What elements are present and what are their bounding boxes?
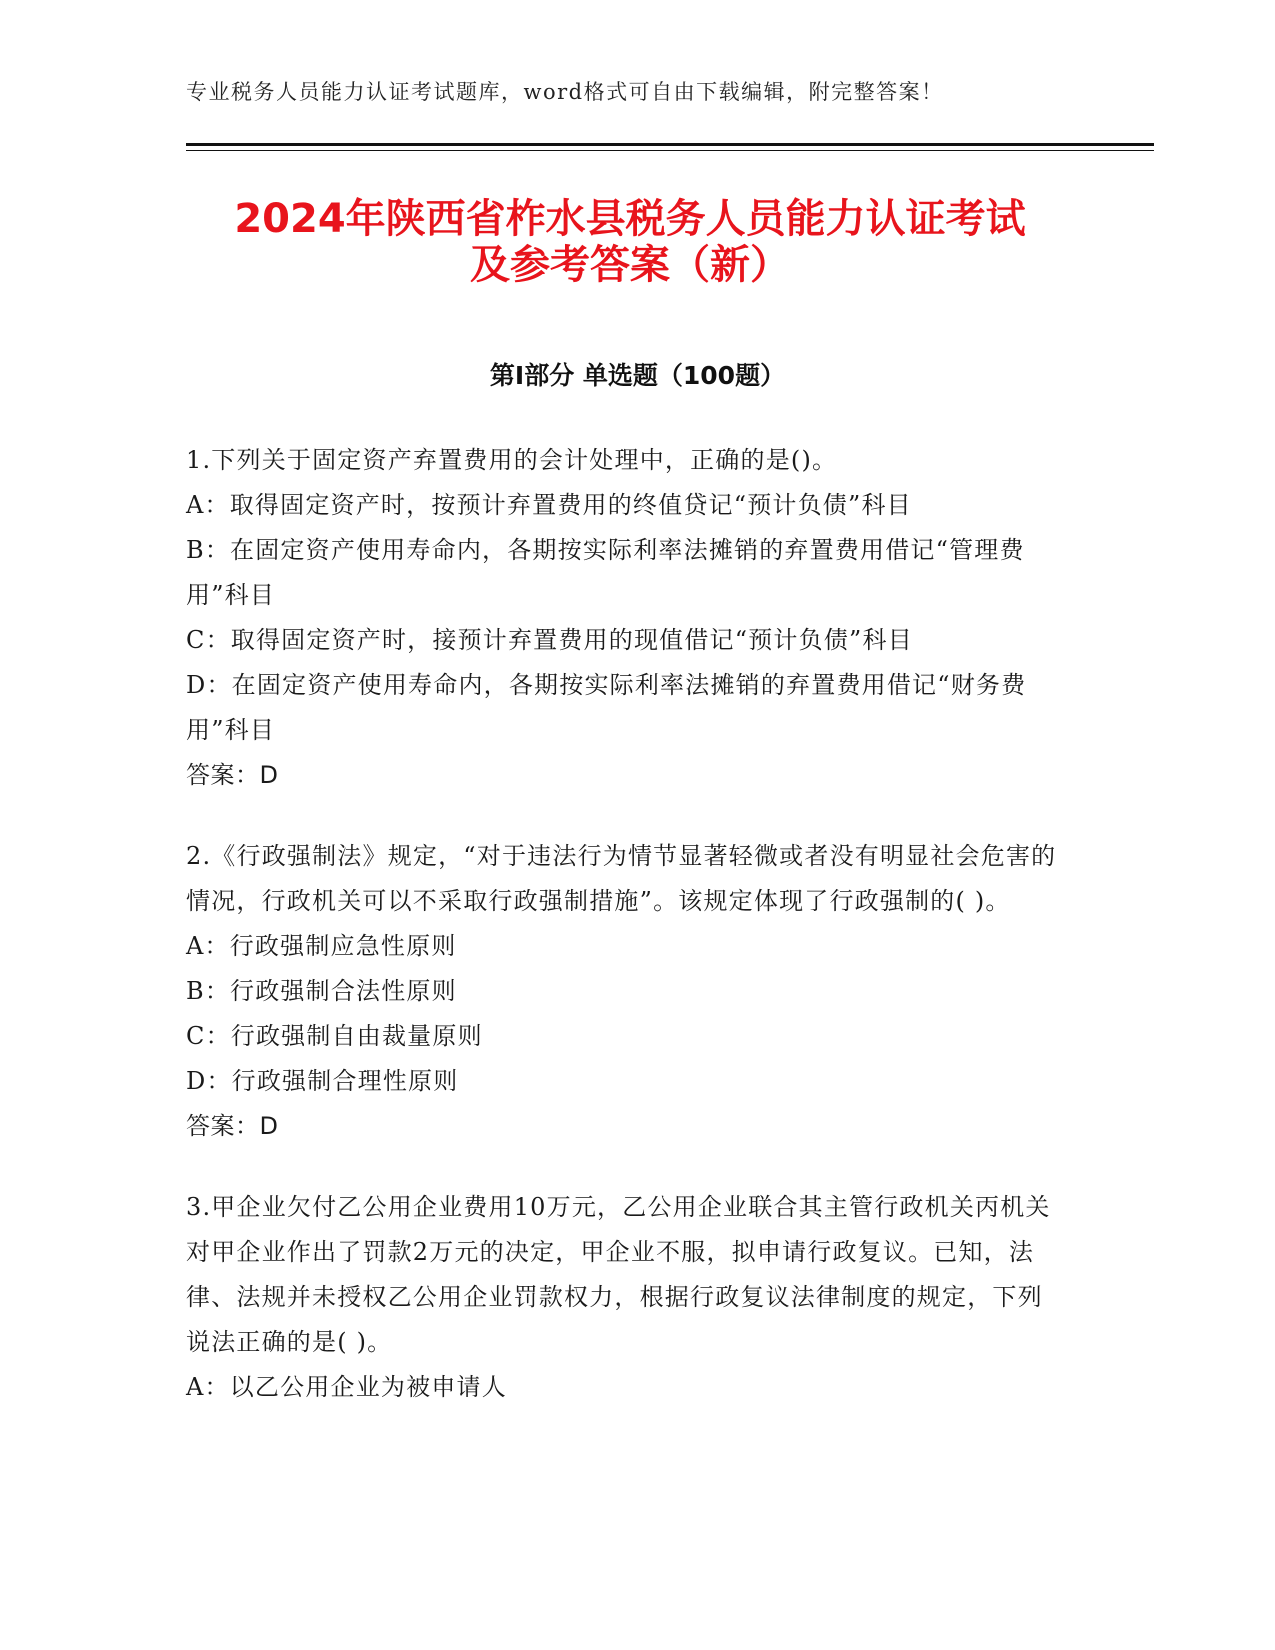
document-title — [160, 196, 1100, 288]
question-stem: 1.下列关于固定资产弃置费用的会计处理中，正确的是()。 — [186, 446, 838, 474]
question-stem: 3.甲企业欠付乙公用企业费用10万元，乙公用企业联合其主管行政机关丙机关对甲企业作出了罚款2万元的决定，甲企业不服，拟申请行政复议。已知，法律、法规并未授权乙公用企业罚款权力，根据行政复议法律制度的规定，下列说法正确的是( )。 — [186, 1193, 1051, 1356]
option-d: D：行政强制合理性原则 — [186, 1067, 459, 1095]
option-a: A：以乙公用企业为被申请人 — [186, 1373, 507, 1401]
question-list — [186, 438, 1066, 1446]
option-b: B：在固定资产使用寿命内，各期按实际利率法摊销的弃置费用借记“管理费用”科目 — [186, 536, 1025, 609]
section-title: 第Ⅰ部分 单选题（100题） — [489, 361, 786, 390]
option-a: A：取得固定资产时，按预计弃置费用的终值贷记“预计负债”科目 — [186, 491, 912, 519]
option-c: C：取得固定资产时，接预计弃置费用的现值借记“预计负债”科目 — [186, 626, 913, 654]
question-1 — [186, 438, 1066, 798]
header-rule-thin — [186, 150, 1154, 151]
answer: 答案：D — [186, 761, 279, 789]
answer: 答案：D — [186, 1112, 279, 1140]
option-d: D：在固定资产使用寿命内，各期按实际利率法摊销的弃置费用借记“财务费用”科目 — [186, 671, 1027, 744]
header-note: 专业税务人员能力认证考试题库，word格式可自由下载编辑，附完整答案！ — [186, 80, 944, 104]
option-a: A：行政强制应急性原则 — [186, 932, 457, 960]
option-b: B：行政强制合法性原则 — [186, 977, 457, 1005]
question-2 — [186, 834, 1066, 1149]
title-line: 2024年陕西省柞水县税务人员能力认证考试 — [234, 196, 1026, 242]
title-line: 及参考答案（新） — [470, 242, 790, 288]
question-stem: 2.《行政强制法》规定，“对于违法行为情节显著轻微或者没有明显社会危害的情况，行政机关可以不采取行政强制措施”。该规定体现了行政强制的( )。 — [186, 842, 1057, 915]
option-c: C：行政强制自由裁量原则 — [186, 1022, 483, 1050]
question-3 — [186, 1185, 1066, 1410]
header-rule-thick — [186, 143, 1154, 146]
